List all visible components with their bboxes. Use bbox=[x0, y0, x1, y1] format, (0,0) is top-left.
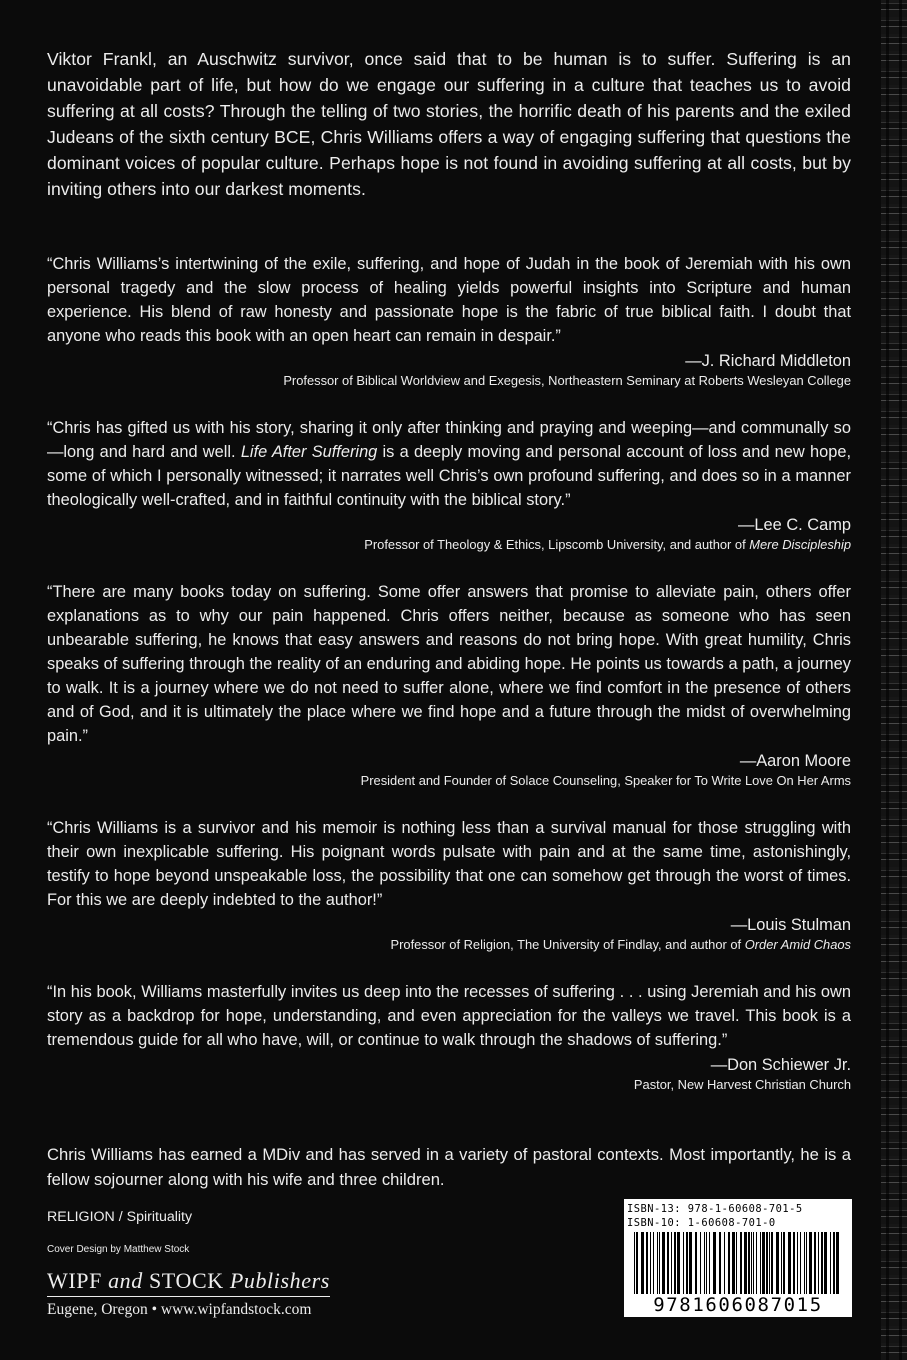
publisher-name-italic: and bbox=[108, 1268, 143, 1293]
barcode-bar bbox=[683, 1232, 684, 1300]
barcode-bar bbox=[756, 1232, 757, 1300]
barcode-bar bbox=[766, 1232, 768, 1300]
barcode-bar bbox=[769, 1232, 770, 1300]
barcode-bar bbox=[709, 1232, 710, 1300]
barcode-bar bbox=[700, 1232, 701, 1300]
barcode-bar bbox=[677, 1232, 680, 1300]
barcode-bar bbox=[809, 1232, 812, 1300]
endorser-name: —Aaron Moore bbox=[739, 752, 851, 770]
endorsement-stulman bbox=[47, 816, 851, 954]
barcode-bar bbox=[686, 1232, 688, 1300]
publisher-name-part: STOCK bbox=[142, 1268, 230, 1293]
barcode-bar bbox=[793, 1232, 795, 1300]
barcode-bar bbox=[748, 1232, 750, 1300]
endorsement-middleton bbox=[47, 252, 851, 390]
barcode-bar bbox=[781, 1232, 782, 1300]
barcode-bar bbox=[713, 1232, 716, 1300]
bisac-category: RELIGION / Spirituality bbox=[47, 1209, 193, 1225]
barcode-bar bbox=[821, 1232, 823, 1300]
endorser-book-title: Mere Discipleship bbox=[749, 537, 851, 552]
barcode-bar bbox=[824, 1232, 827, 1300]
barcode-bar bbox=[783, 1232, 785, 1300]
isbn-10-label: ISBN-10: 1-60608-701-0 bbox=[627, 1217, 776, 1229]
barcode-bar bbox=[634, 1232, 635, 1300]
barcode-bar bbox=[641, 1232, 644, 1300]
publisher-location: Eugene, Oregon • www.wipfandstock.com bbox=[47, 1301, 312, 1318]
barcode-bar bbox=[662, 1232, 665, 1300]
endorsement-text-part: is a deeply moving and personal account of loss and new hope, some of which I personally witnessed; it narrates well Chris’s own profound suffering, and does so in a manner theologically well-crafted, and in faithful continuity with the biblical story.” bbox=[47, 443, 851, 509]
barcode-bar bbox=[818, 1232, 819, 1300]
barcode-bar bbox=[804, 1232, 805, 1300]
barcode-bars bbox=[628, 1232, 848, 1300]
barcode-bar bbox=[776, 1232, 779, 1300]
barcode-bar bbox=[740, 1232, 742, 1300]
barcode-bar bbox=[788, 1232, 791, 1300]
endorser-role-text: Professor of Theology & Ethics, Lipscomb University, and author of bbox=[364, 537, 750, 552]
endorser-name: —Louis Stulman bbox=[730, 916, 851, 934]
barcode-bar bbox=[762, 1232, 765, 1300]
barcode-bar bbox=[674, 1232, 676, 1300]
endorser-role: Pastor, New Harvest Christian Church bbox=[633, 1077, 851, 1092]
barcode-bar bbox=[744, 1232, 747, 1300]
barcode-bar bbox=[814, 1232, 816, 1300]
barcode-bar bbox=[830, 1232, 831, 1300]
endorsement-camp bbox=[47, 416, 851, 554]
barcode-bar bbox=[689, 1232, 692, 1300]
barcode-bar bbox=[728, 1232, 730, 1300]
barcode-bar bbox=[646, 1232, 648, 1300]
endorsement-text: “Chris Williams’s intertwining of the exile, suffering, and hope of Judah in the book of Jeremiah with his own personal tragedy and the slow process of healing yields powerful insights into Scripture and human experience. His blend of raw honesty and passionate hope is the fabric of true biblical faith. I doubt that anyone who reads this book with an open heart can remain in despair.” bbox=[47, 255, 851, 345]
endorser-name: —Lee C. Camp bbox=[738, 516, 851, 534]
author-bio: Chris Williams has earned a MDiv and has served in a variety of pastoral contexts. Most importantly, he is a fellow sojourner along with his wife and three children. bbox=[47, 1145, 851, 1189]
endorsement-text bbox=[47, 416, 851, 512]
intro-blurb: Viktor Frankl, an Auschwitz survivor, once said that to be human is to suffer. Suffering is an unavoidable part of life, but how do we engage our suffering in a culture that teaches us to avoid suffering at all costs? Through the telling of two stories, the horrific death of his parents and the exiled Judeans of the sixth century BCE, Chris Williams offers a way of engaging suffering that questions the dominant voices of popular culture. Perhaps hope is not found in avoiding suffering at all costs, but by inviting others into our darkest moments. bbox=[47, 49, 851, 199]
publisher-name-part: WIPF bbox=[47, 1268, 109, 1293]
endorser-role: President and Founder of Solace Counseling, Speaker for To Write Love On Her Arms bbox=[360, 773, 851, 788]
publisher-logo bbox=[47, 1268, 330, 1297]
back-cover-content bbox=[47, 46, 851, 1120]
barcode-bar bbox=[797, 1232, 798, 1300]
barcode-bar bbox=[636, 1232, 638, 1300]
barcode-bar bbox=[760, 1232, 761, 1300]
barcode-bar bbox=[657, 1232, 658, 1300]
barcode-bar bbox=[704, 1232, 705, 1300]
book-title: Life After Suffering bbox=[240, 443, 378, 461]
barcode-bar bbox=[836, 1232, 839, 1300]
endorsements bbox=[47, 252, 851, 1094]
publisher-name-italic: Publishers bbox=[229, 1268, 330, 1293]
endorsement-text-part: “Chris has gifted us with his story, sharing it only after thinking and praying and weeping—and communally so—long and hard and well. bbox=[47, 419, 851, 461]
barcode-bar bbox=[653, 1232, 654, 1300]
barcode-bar bbox=[732, 1232, 735, 1300]
endorser-role bbox=[47, 936, 851, 954]
barcode-bar bbox=[659, 1232, 660, 1300]
cover-edge-texture bbox=[881, 0, 907, 1360]
barcode-bar bbox=[667, 1232, 669, 1300]
barcode-bar bbox=[800, 1232, 801, 1300]
cover-design-credit: Cover Design by Matthew Stock bbox=[47, 1244, 190, 1255]
barcode-bar bbox=[833, 1232, 835, 1300]
isbn-barcode bbox=[624, 1199, 852, 1317]
barcode-bar bbox=[771, 1232, 773, 1300]
barcode-bar bbox=[671, 1232, 672, 1300]
barcode-bar bbox=[751, 1232, 752, 1300]
isbn-13-label: ISBN-13: 978-1-60608-701-5 bbox=[627, 1203, 803, 1215]
barcode-bar bbox=[650, 1232, 651, 1300]
endorser-book-title: Order Amid Chaos bbox=[744, 937, 851, 952]
endorsement-text: “There are many books today on suffering. Some offer answers that promise to alleviate pain, others offer explanations as to why our pain happened. Chris offers neither, because as someone who has seen unbearable suffering, he knows that easy answers and reasons do not bring hope. With great humility, Chris speaks of suffering through the reality of an enduring and abiding hope. He points us towards a path, a journey to walk. It is a journey where we do not need to suffer alone, where we find comfort in the presence of others and of God, and it is ultimately the place where we find hope and a future through the midst of overwhelming pain.” bbox=[47, 583, 851, 745]
endorser-role-text: Professor of Religion, The University of Findlay, and author of bbox=[390, 937, 745, 952]
barcode-bar bbox=[724, 1232, 725, 1300]
barcode-bar bbox=[806, 1232, 807, 1300]
endorser-role bbox=[47, 536, 851, 554]
barcode-bar bbox=[753, 1232, 754, 1300]
endorser-role: Professor of Biblical Worldview and Exegesis, Northeastern Seminary at Roberts Wesleyan College bbox=[283, 373, 851, 388]
publisher-block bbox=[47, 1268, 330, 1319]
barcode-digits: 9781606087015 bbox=[626, 1294, 850, 1316]
endorsement-text: “Chris Williams is a survivor and his memoir is nothing less than a survival manual for those struggling with their own inexplicable suffering. His poignant words pulsate with pain and at the same time, astonishingly, testify to hope beyond unspeakable loss, the possibility that one can somehow get through the worst of times. For this we are deeply indebted to the author!” bbox=[47, 819, 851, 909]
barcode-bar bbox=[706, 1232, 707, 1300]
barcode-bar bbox=[695, 1232, 697, 1300]
endorser-name: —J. Richard Middleton bbox=[685, 352, 851, 370]
endorsement-schiewer bbox=[47, 980, 851, 1094]
endorser-name: —Don Schiewer Jr. bbox=[710, 1056, 851, 1074]
barcode-bar bbox=[719, 1232, 721, 1300]
barcode-bar bbox=[736, 1232, 737, 1300]
endorsement-text: “In his book, Williams masterfully invites us deep into the recesses of suffering . . . using Jeremiah and his own story as a backdrop for hope, understanding, and even appreciation for the valleys we travel. This book is a tremendous guide for all who have, will, or continue to walk through the shadows of suffering.” bbox=[47, 983, 851, 1049]
endorsement-moore bbox=[47, 580, 851, 790]
